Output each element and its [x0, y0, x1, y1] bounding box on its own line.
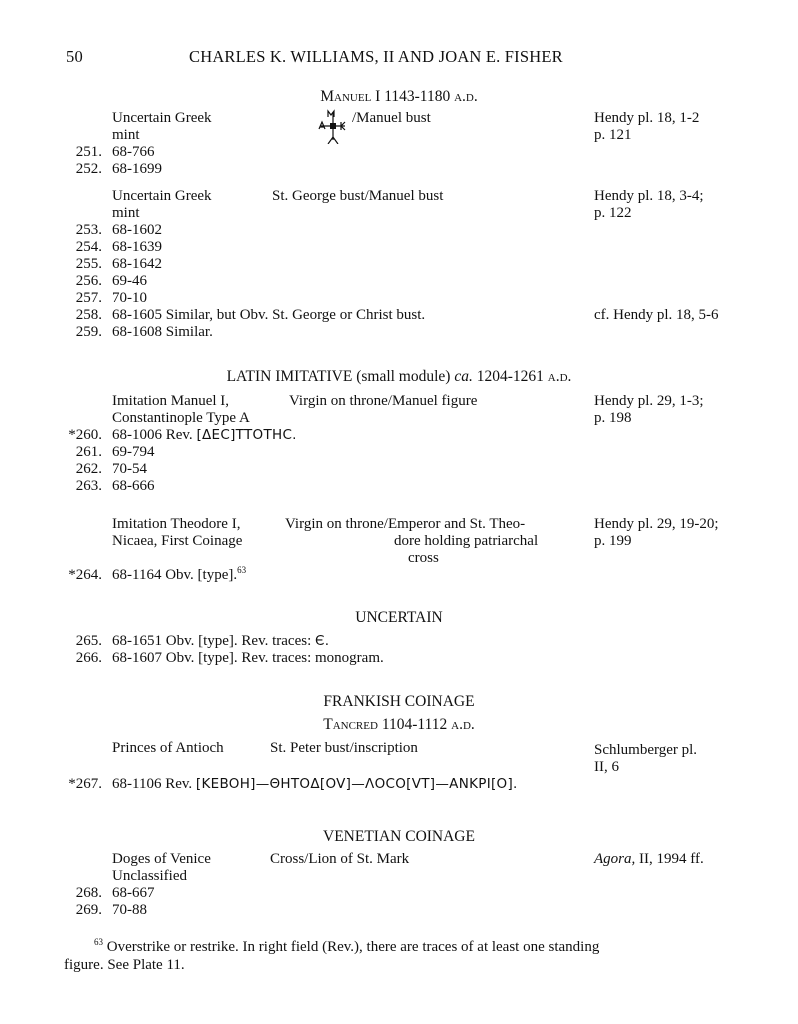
entry-number: 253.	[75, 222, 102, 238]
running-title: CHARLES K. WILLIAMS, II AND JOAN E. FISHER	[189, 47, 563, 66]
entry-number: *267.	[68, 776, 102, 792]
entry-text: 68-1605 Similar, but Obv. St. George or Christ bust.	[112, 307, 426, 323]
description-text: St. George bust/Manuel bust	[272, 188, 444, 204]
inventory-number: 68-1642	[112, 256, 162, 272]
entry-text: 68-1106 Rev. [KEBOH]—ΘHTOΔ[OV]—ΛOCO[VT]—ANKPI[O].	[112, 776, 518, 792]
inventory-number: 69-794	[112, 444, 155, 460]
coin-legend: [ΔEC]TTOTHC.	[196, 427, 297, 443]
inventory-number: 68-666	[112, 478, 155, 494]
description-text: cross	[408, 550, 439, 566]
description-text: dore holding patriarchal	[394, 533, 539, 549]
reference-text: p. 121	[594, 127, 632, 143]
inventory-number: 68-667	[112, 885, 155, 901]
category-text: Uncertain Greek	[112, 110, 212, 126]
category-text: Unclassified	[112, 868, 187, 884]
category-text: mint	[112, 127, 140, 143]
reference-text: Hendy pl. 18, 1-2	[594, 110, 700, 126]
category-text: Imitation Manuel I,	[112, 393, 230, 409]
entry-number: *260.	[68, 427, 102, 443]
entry-number: 256.	[75, 273, 102, 289]
reference-text: Hendy pl. 29, 19-20;	[594, 516, 719, 532]
entry-text: 68-1164 Obv. [type].$^{63}$	[112, 565, 247, 583]
category-text: Imitation Theodore I,	[112, 516, 241, 532]
entry-number: 252.	[75, 161, 102, 177]
inventory-number: 68-766	[112, 144, 155, 160]
entry-text: 68-1608 Similar.	[112, 324, 213, 340]
reference-text: Hendy pl. 29, 1-3;	[594, 393, 704, 409]
inventory-number: 70-88	[112, 902, 147, 918]
coin-legend: [KEBOH]—ΘHTOΔ[OV]—ΛOCO[VT]—ANKPI[O].	[195, 776, 518, 792]
reference-text: p. 122	[594, 205, 632, 221]
entry-number: *264.	[68, 567, 102, 583]
entry-number: 251.	[75, 144, 102, 160]
inventory-number: 68-1602	[112, 222, 162, 238]
reference-text: II, 6	[594, 759, 619, 775]
footnote-mark: 63	[94, 937, 103, 947]
description-text: St. Peter bust/inscription	[270, 740, 418, 756]
subsection-heading-tancred: Tancred 1104-1112 a.d.	[323, 716, 475, 733]
reference-text: cf. Hendy pl. 18, 5-6	[594, 307, 719, 323]
category-text: Constantinople Type A	[112, 410, 250, 426]
entry-number: 265.	[75, 633, 102, 649]
reference-text: Hendy pl. 18, 3-4;	[594, 188, 704, 204]
entry-number: 261.	[75, 444, 102, 460]
reference-text: Agora, II, 1994 ff.	[594, 851, 704, 867]
entry-number: 259.	[75, 324, 102, 340]
reference-text: Schlumberger pl.	[594, 742, 698, 758]
entry-number: 263.	[75, 478, 102, 494]
section-heading-uncertain: UNCERTAIN	[355, 609, 443, 626]
footnote: $^{63}$ Overstrike or restrike. In right field (Rev.), there are traces of at least one standing figure. See Plate 11.	[64, 937, 600, 973]
entry-number: 255.	[75, 256, 102, 272]
inventory-number: 70-54	[112, 461, 147, 477]
description-text: Virgin on throne/Emperor and St. Theo-	[285, 516, 526, 532]
inventory-number: 68-1639	[112, 239, 162, 255]
section-heading-manuel: Manuel I 1143-1180 a.d.	[320, 88, 478, 105]
entry-text: 68-1006 Rev. [ΔEC]TTOTHC.	[112, 427, 297, 443]
category-text: mint	[112, 205, 140, 221]
reference-text: p. 198	[594, 410, 632, 426]
entry-number: 266.	[75, 650, 102, 666]
inventory-number: 68-1699	[112, 161, 162, 177]
page-number: 50	[66, 47, 83, 66]
category-text: Uncertain Greek	[112, 188, 212, 204]
category-text: Doges of Venice	[112, 851, 211, 867]
description-text: /Manuel bust	[352, 110, 431, 126]
entry-number: 269.	[75, 902, 102, 918]
section-heading-frankish: FRANKISH COINAGE	[323, 693, 475, 710]
footnote-ref: 63	[237, 565, 247, 575]
section-heading-latin: LATIN IMITATIVE (small module) ca. 1204-1261 a.d.	[226, 368, 572, 385]
inventory-number: 70-10	[112, 290, 147, 306]
entry-number: 262.	[75, 461, 102, 477]
entry-text: 68-1607 Obv. [type]. Rev. traces: monogram.	[112, 650, 384, 666]
entry-number: 257.	[75, 290, 102, 306]
description-text: Cross/Lion of St. Mark	[270, 851, 410, 867]
reference-text: p. 199	[594, 533, 632, 549]
entry-number: 254.	[75, 239, 102, 255]
inventory-number: 69-46	[112, 273, 147, 289]
category-text: Nicaea, First Coinage	[112, 533, 243, 549]
section-heading-venetian: VENETIAN COINAGE	[323, 828, 475, 845]
monogram-icon	[316, 108, 350, 144]
category-text: Princes of Antioch	[112, 740, 224, 756]
entry-text: 68-1651 Obv. [type]. Rev. traces: Є.	[112, 633, 330, 649]
entry-number: 258.	[75, 307, 102, 323]
entry-number: 268.	[75, 885, 102, 901]
coin-legend: Є.	[315, 633, 330, 649]
description-text: Virgin on throne/Manuel figure	[289, 393, 478, 409]
